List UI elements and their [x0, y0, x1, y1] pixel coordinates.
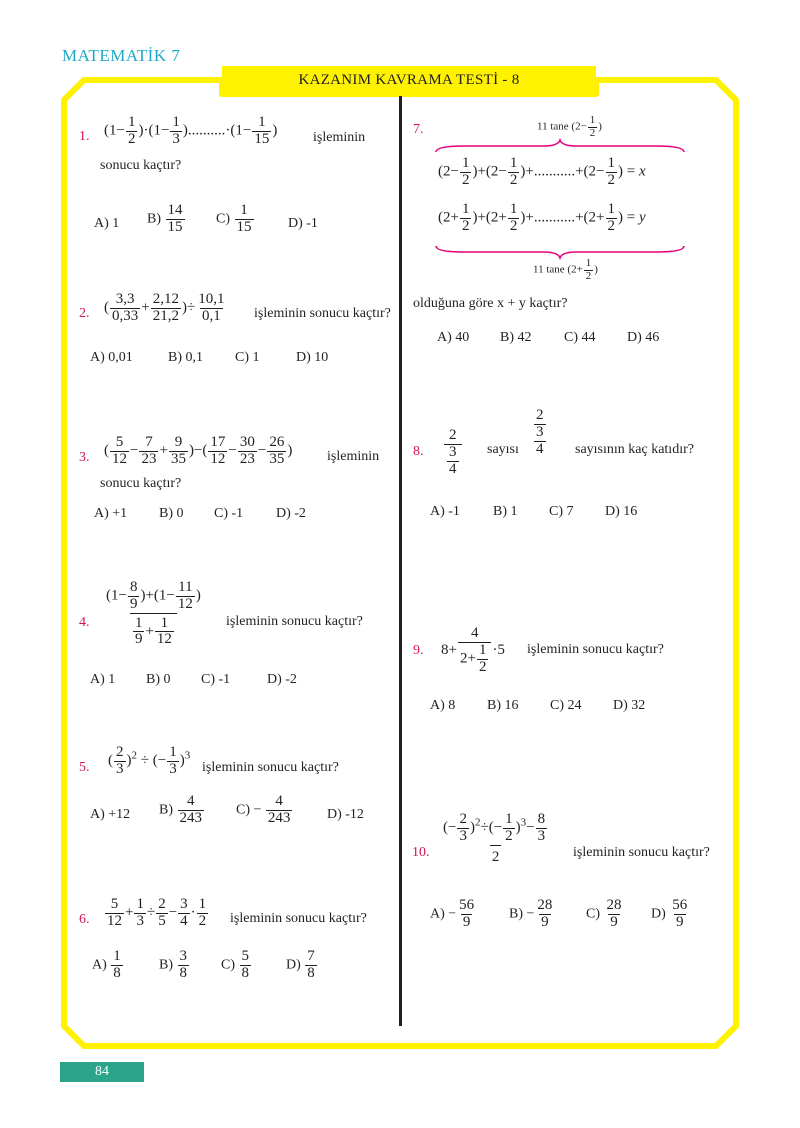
question-1-text: işleminin [313, 130, 366, 145]
question-5-option-d[interactable]: D) -12 [327, 807, 364, 822]
question-7-brace-top-label: 11 tane (2− $\frac{1}{2}$ ) [537, 114, 602, 139]
subject-header: MATEMATİK 7 [62, 46, 181, 65]
question-8-text-b: sayısının kaç katıdır? [575, 442, 694, 457]
question-8-fraction-a: $\frac{2}{\frac{3}{4}}$ [443, 428, 463, 477]
question-6-expression: $\frac{5}{12}$ + $\frac{1}{3}$ ÷ $\frac{2}{5}$ − $\frac{3}{4}$ · $\frac{1}{2}$ [107, 896, 207, 929]
question-5-option-a[interactable]: A) +12 [90, 807, 131, 822]
question-9-text: işleminin sonucu kaçtır? [527, 642, 664, 657]
page-number: 84 [60, 1062, 144, 1082]
question-7-option-a[interactable]: A) 40 [437, 330, 470, 345]
question-6-option-d[interactable]: D) $\frac{7}{8}$ [286, 948, 315, 981]
question-10-expression: (− $\frac{2}{3}$ )$^2$÷(− $\frac{1}{2}$ )$^3$− $\frac{8}{3}$ 2 [443, 811, 546, 865]
question-7-text: olduğuna göre x + y kaçtır? [413, 296, 568, 311]
question-9-option-d[interactable]: D) 32 [613, 698, 646, 713]
question-8-option-c[interactable]: C) 7 [549, 504, 574, 519]
question-10-option-a[interactable]: A) − $\frac{56}{9}$ [430, 897, 475, 930]
question-3-option-c[interactable]: C) -1 [214, 506, 244, 521]
question-4-option-a[interactable]: A) 1 [90, 672, 116, 687]
top-brace [434, 138, 686, 154]
question-7-number: 7. [413, 122, 424, 137]
question-10-option-b[interactable]: B) − $\frac{28}{9}$ [509, 897, 553, 930]
question-4-text: işleminin sonucu kaçtır? [226, 614, 363, 629]
question-1-text-2: sonucu kaçtır? [100, 158, 182, 173]
question-2-option-a[interactable]: A) 0,01 [90, 350, 133, 365]
question-3-expression: ( $\frac{5}{12}$ − $\frac{7}{23}$ + $\frac{9}{35}$ )−( $\frac{17}{12}$ − $\frac{30}{23}$ − $\frac{26}{35}$ ) [104, 434, 293, 467]
question-8-option-d[interactable]: D) 16 [605, 504, 638, 519]
question-7-option-b[interactable]: B) 42 [500, 330, 532, 345]
question-6-option-a[interactable]: A) $\frac{1}{8}$ [92, 948, 121, 981]
question-10-number: 10. [412, 845, 430, 860]
question-7-brace-bottom-label: 11 tane (2+ $\frac{1}{2}$ ) [533, 257, 598, 282]
column-divider [399, 96, 402, 1026]
question-5-expression: ( $\frac{2}{3}$ )$^2$ ÷ (− $\frac{1}{3}$ )$^3$ [108, 744, 191, 777]
question-8-number: 8. [413, 444, 424, 459]
question-8-option-b[interactable]: B) 1 [493, 504, 518, 519]
question-8-text-a: sayısı [487, 442, 519, 457]
question-9-expression: 8+ 4 2+ $\frac{1}{2}$ ·5 [441, 625, 505, 675]
question-8-fraction-b: $\frac{\frac{2}{3}}{4}$ [536, 407, 544, 457]
question-7-equation-x: (2− $\frac{1}{2}$ )+(2− $\frac{1}{2}$ )+...........+(2− $\frac{1}{2}$ ) = x [438, 155, 646, 188]
question-2-text: işleminin sonucu kaçtır? [254, 306, 391, 321]
question-10-option-d[interactable]: D) $\frac{56}{9}$ [651, 897, 688, 930]
question-9-option-c[interactable]: C) 24 [550, 698, 582, 713]
question-2-number: 2. [79, 306, 90, 321]
question-10-option-c[interactable]: C) $\frac{28}{9}$ [586, 897, 622, 930]
question-1-number: 1. [79, 129, 90, 144]
question-5-option-c[interactable]: C) − $\frac{4}{243}$ [236, 793, 291, 826]
question-3-text: işleminin [327, 449, 380, 464]
question-4-option-b[interactable]: B) 0 [146, 672, 171, 687]
question-6-number: 6. [79, 912, 90, 927]
question-1-option-a[interactable]: A) 1 [94, 216, 120, 231]
question-6-option-c[interactable]: C) $\frac{5}{8}$ [221, 948, 249, 981]
question-6-text: işleminin sonucu kaçtır? [230, 911, 367, 926]
question-9-option-a[interactable]: A) 8 [430, 698, 456, 713]
question-3-option-b[interactable]: B) 0 [159, 506, 184, 521]
question-2-option-c[interactable]: C) 1 [235, 350, 260, 365]
question-4-number: 4. [79, 615, 90, 630]
question-7-equation-y: (2+ $\frac{1}{2}$ )+(2+ $\frac{1}{2}$ )+...........+(2+ $\frac{1}{2}$ ) = y [438, 201, 646, 234]
question-9-number: 9. [413, 643, 424, 658]
question-2-expression: ( $\frac{3,3}{0,33}$ + $\frac{2,12}{21,2}$ )÷ $\frac{10,1}{0,1}$ [104, 291, 225, 324]
test-title: KAZANIM KAVRAMA TESTİ - 8 [222, 66, 596, 94]
question-4-option-c[interactable]: C) -1 [201, 672, 231, 687]
question-10-text: işleminin sonucu kaçtır? [573, 845, 710, 860]
question-3-option-d[interactable]: D) -2 [276, 506, 306, 521]
question-4-option-d[interactable]: D) -2 [267, 672, 297, 687]
question-2-option-d[interactable]: D) 10 [296, 350, 329, 365]
question-2-option-b[interactable]: B) 0,1 [168, 350, 203, 365]
question-3-option-a[interactable]: A) +1 [94, 506, 128, 521]
question-5-text: işleminin sonucu kaçtır? [202, 760, 339, 775]
question-3-number: 3. [79, 450, 90, 465]
question-4-expression: (1− $\frac{8}{9}$ )+(1− $\frac{11}{12}$ ) $\frac{1}{9}$ + $\frac{1}{12}$ [106, 579, 201, 648]
question-1-option-c[interactable]: C) $\frac{1}{15}$ [216, 202, 252, 235]
question-3-text-2: sonucu kaçtır? [100, 476, 182, 491]
question-8-option-a[interactable]: A) -1 [430, 504, 460, 519]
question-7-option-c[interactable]: C) 44 [564, 330, 596, 345]
question-6-option-b[interactable]: B) $\frac{3}{8}$ [159, 948, 187, 981]
question-1-option-d[interactable]: D) -1 [288, 216, 318, 231]
question-5-number: 5. [79, 760, 90, 775]
question-1-option-b[interactable]: B) $\frac{14}{15}$ [147, 202, 183, 235]
question-1-expression: (1− $\frac{1}{2}$ )·(1− $\frac{1}{3}$ )..........·(1− $\frac{1}{15}$ ) [104, 114, 278, 147]
question-7-option-d[interactable]: D) 46 [627, 330, 660, 345]
question-5-option-b[interactable]: B) $\frac{4}{243}$ [159, 793, 202, 826]
question-9-option-b[interactable]: B) 16 [487, 698, 519, 713]
